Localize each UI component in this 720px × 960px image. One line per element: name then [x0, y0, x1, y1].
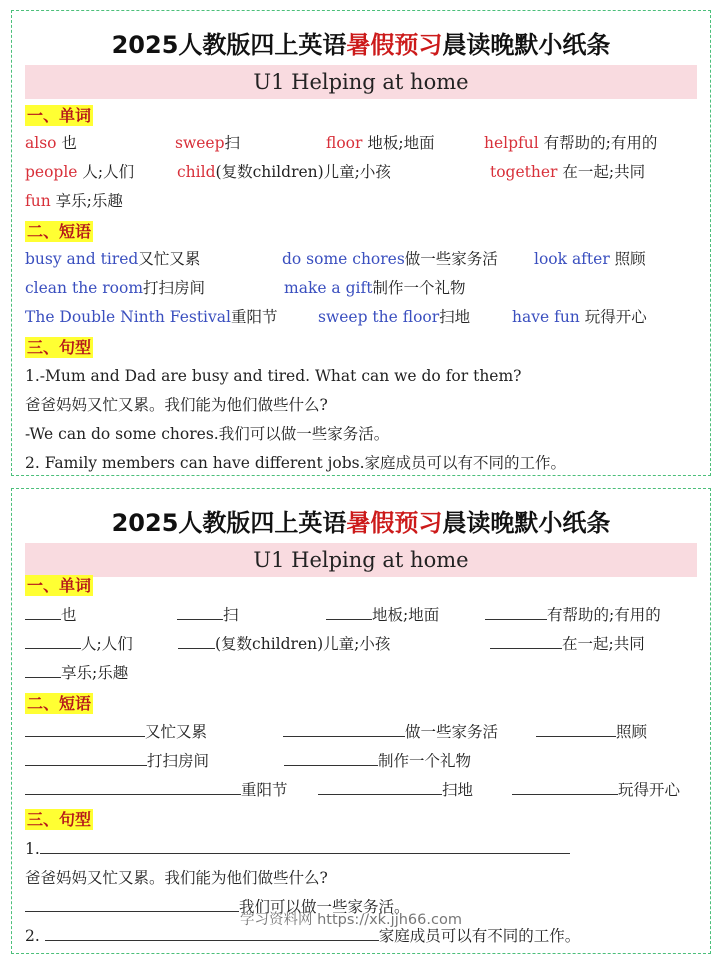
- section-phrases-heading: 二、短语: [27, 694, 92, 713]
- phrase-item: sweep the floor扫地: [318, 308, 471, 326]
- section-sentences-heading: 三、句型: [27, 810, 92, 829]
- phrase-blank: 制作一个礼物: [284, 750, 471, 772]
- word-blank: 地板;地面: [326, 604, 439, 626]
- watermark-text: 学习资料网 https://xk.jjh66.com: [240, 912, 462, 928]
- fill-blank[interactable]: [40, 838, 570, 854]
- title-highlight: 暑假预习: [346, 509, 443, 537]
- phrase-item: do some chores做一些家务活: [282, 250, 498, 268]
- title-suffix: 晨读晚默小纸条: [442, 509, 611, 537]
- fill-blank[interactable]: [177, 604, 223, 620]
- sentence-line: 爸爸妈妈又忙又累。我们能为他们做些什么?: [25, 869, 328, 887]
- card-title: [12, 25, 710, 60]
- word-item: fun 享乐;乐趣: [25, 192, 123, 210]
- word-item: child(复数children)儿童;小孩: [177, 163, 391, 181]
- answer-card: [11, 10, 711, 476]
- phrase-blank: 照顾: [536, 721, 647, 743]
- fill-blank[interactable]: [25, 662, 61, 678]
- phrase-item: The Double Ninth Festival重阳节: [25, 308, 278, 326]
- title-prefix: 2025人教版四上英语: [111, 31, 347, 59]
- word-blank: 也: [25, 604, 77, 626]
- section-sentences-heading: 三、句型: [27, 338, 92, 357]
- card-title: [12, 503, 710, 538]
- practice-card: [11, 488, 711, 954]
- phrase-blank: 打扫房间: [25, 750, 209, 772]
- phrase-blank: 又忙又累: [25, 721, 207, 743]
- phrase-item: look after 照顾: [534, 250, 646, 268]
- word-item: floor 地板;地面: [326, 134, 435, 152]
- title-highlight: 暑假预习: [346, 31, 443, 59]
- phrase-blank: 重阳节: [25, 779, 288, 801]
- fill-blank[interactable]: [536, 721, 616, 737]
- word-blank: (复数children)儿童;小孩: [178, 633, 390, 655]
- phrase-item: busy and tired又忙又累: [25, 250, 201, 268]
- phrase-blank: 做一些家务活: [283, 721, 498, 743]
- word-item: also 也: [25, 134, 77, 152]
- fill-blank[interactable]: [25, 896, 239, 912]
- word-item: together 在一起;共同: [490, 163, 646, 181]
- sentence-line: 爸爸妈妈又忙又累。我们能为他们做些什么?: [25, 396, 328, 414]
- phrase-blank: 玩得开心: [512, 779, 680, 801]
- fill-blank[interactable]: [283, 721, 405, 737]
- word-item: helpful 有帮助的;有用的: [484, 134, 658, 152]
- phrase-blank: 扫地: [318, 779, 473, 801]
- sentence-blank-line: 我们可以做一些家务活。: [25, 896, 410, 918]
- fill-blank[interactable]: [25, 750, 147, 766]
- word-blank: 有帮助的;有用的: [485, 604, 661, 626]
- fill-blank[interactable]: [178, 633, 215, 649]
- fill-blank[interactable]: [25, 633, 81, 649]
- sentence-line: 2. Family members can have different jobs.家庭成员可以有不同的工作。: [25, 454, 567, 472]
- word-item: people 人;人们: [25, 163, 135, 181]
- word-blank: 扫: [177, 604, 239, 626]
- title-prefix: 2025人教版四上英语: [111, 509, 347, 537]
- fill-blank[interactable]: [25, 604, 61, 620]
- word-item: sweep扫: [175, 134, 241, 152]
- sentence-blank-line: 1.: [25, 838, 570, 860]
- fill-blank[interactable]: [25, 721, 145, 737]
- sentence-line: -We can do some chores.我们可以做一些家务活。: [25, 425, 390, 443]
- word-blank: 人;人们: [25, 633, 133, 655]
- section-words-heading: 一、单词: [27, 106, 92, 125]
- unit-heading: U1 Helping at home: [25, 65, 697, 99]
- section-words-heading: 一、单词: [27, 576, 92, 595]
- fill-blank[interactable]: [512, 779, 618, 795]
- phrase-item: have fun 玩得开心: [512, 308, 647, 326]
- fill-blank[interactable]: [318, 779, 442, 795]
- fill-blank[interactable]: [25, 779, 241, 795]
- phrase-item: clean the room打扫房间: [25, 279, 206, 297]
- section-phrases-heading: 二、短语: [27, 222, 92, 241]
- phrase-item: make a gift制作一个礼物: [284, 279, 466, 297]
- word-blank: 在一起;共同: [490, 633, 645, 655]
- sentence-blank-line: 2. 家庭成员可以有不同的工作。: [25, 927, 581, 945]
- fill-blank[interactable]: [490, 633, 562, 649]
- fill-blank[interactable]: [326, 604, 372, 620]
- fill-blank[interactable]: [284, 750, 378, 766]
- unit-heading: U1 Helping at home: [25, 543, 697, 577]
- sentence-line: 1.-Mum and Dad are busy and tired. What can we do for them?: [25, 367, 522, 385]
- word-blank: 享乐;乐趣: [25, 662, 128, 684]
- fill-blank[interactable]: [485, 604, 547, 620]
- title-suffix: 晨读晚默小纸条: [442, 31, 611, 59]
